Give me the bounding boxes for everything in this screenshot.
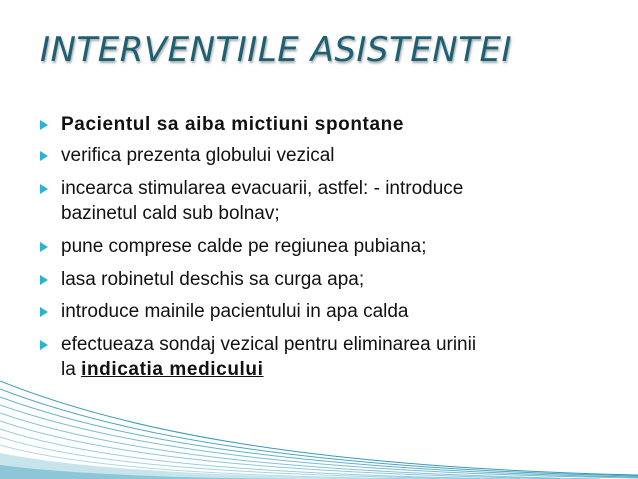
triangle-right-icon xyxy=(40,340,48,350)
bullet-text: pune comprese calde pe regiunea pubiana; xyxy=(61,236,427,257)
bullet-text: lasa robinetul deschis sa curga apa; xyxy=(61,269,365,290)
bullet-text-line1: incearca stimularea evacuarii, astfel: - introduce xyxy=(61,178,464,199)
emphasized-text: indicatia medicului xyxy=(81,359,264,380)
triangle-right-icon xyxy=(40,275,48,285)
bullet-text-line2: bazinetul cald sub bolnav; xyxy=(61,203,280,224)
swoosh-decoration xyxy=(0,369,638,479)
bullet-text: Pacientul sa aiba mictiuni spontane xyxy=(61,114,405,135)
triangle-right-icon xyxy=(40,242,48,252)
triangle-right-icon xyxy=(40,307,48,317)
triangle-right-icon xyxy=(40,184,48,194)
bullet-text-line1: efectueaza sondaj vezical pentru eliminarea urinii xyxy=(61,334,477,355)
bullet-text-prefix: la xyxy=(61,359,82,380)
bullet-text: verifica prezenta globului vezical xyxy=(61,145,335,166)
slide-title: INTERVENTIILE ASISTENTEI xyxy=(40,30,512,70)
triangle-right-icon xyxy=(40,151,48,161)
bullet-text: introduce mainile pacientului in apa calda xyxy=(61,301,409,322)
triangle-right-icon xyxy=(40,120,48,130)
